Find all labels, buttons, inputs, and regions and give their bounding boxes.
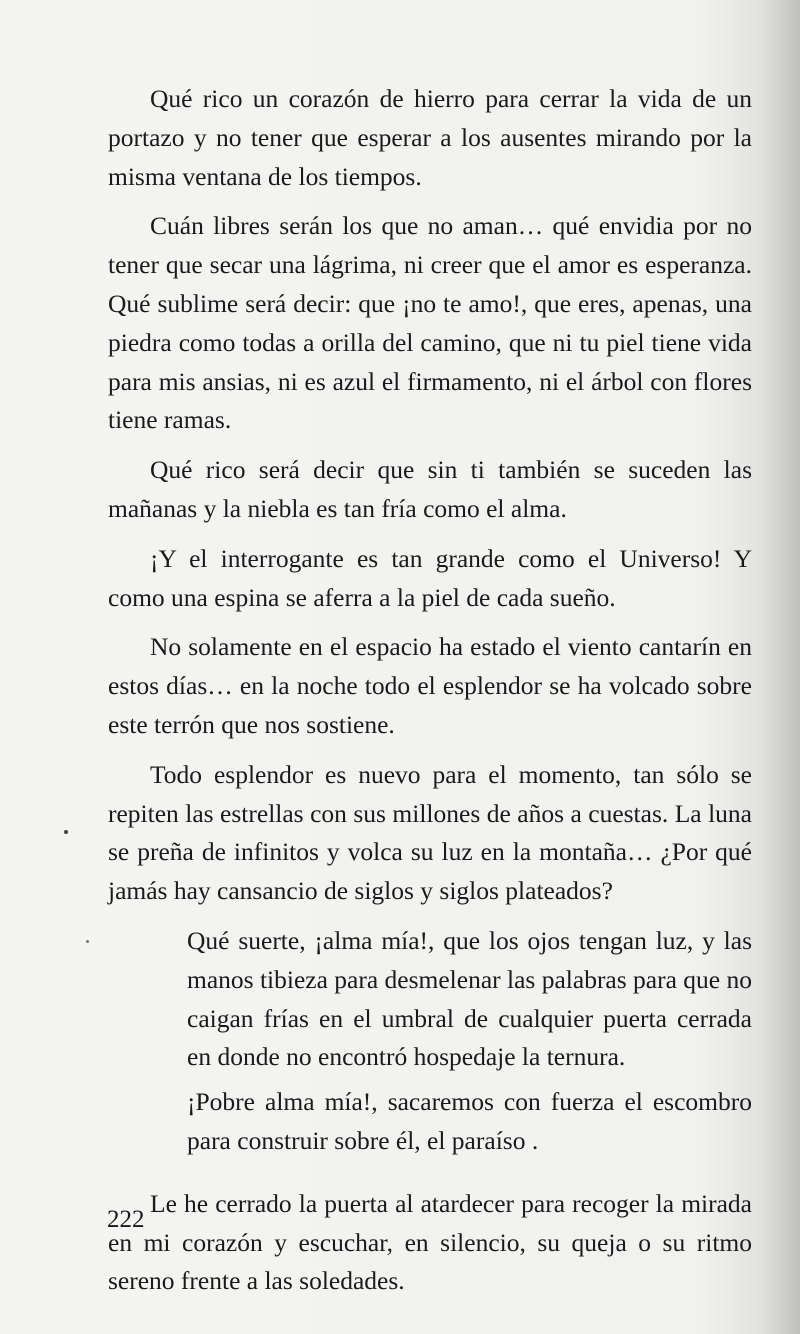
paragraph-3: Qué rico será decir que sin ti también se suceden las mañanas y la niebla es tan fría como el alma. bbox=[108, 455, 752, 523]
paragraph-1: Qué rico un corazón de hierro para cerrar la vida de un portazo y no tener que esperar a los ausentes mirando por la misma ventana de los tiempos. bbox=[108, 84, 752, 191]
paragraph-4: ¡Y el interrogante es tan grande como el Universo! Y como una espina se aferra a la piel de cada sueño. bbox=[108, 543, 752, 612]
scan-speck bbox=[86, 940, 89, 943]
paragraph-5: No solamente en el espacio ha estado el viento cantarín en estos días… en la noche todo el esplendor se ha volcado sobre este terrón que nos sostiene. bbox=[108, 632, 752, 739]
paragraph-7: Le he cerrado la puerta al atardecer para recoger la mirada en mi corazón y escuchar, en silencio, su queja o su ritmo sereno frente a las soledades. bbox=[108, 1188, 752, 1296]
scan-speck bbox=[64, 830, 68, 834]
body-text bbox=[108, 80, 752, 1301]
paragraph-2: Cuán libres serán los que no aman… qué envidia por no tener que secar una lágrima, ni creer que el amor es esperanza. Qué sublime será decir: que ¡no te amo!, que eres, apenas, una piedra como todas a orilla del camino, que ni tu piel tiene vida para mis ansias, ni es azul el firmamento, ni el árbol con flores tiene ramas. bbox=[108, 211, 752, 435]
paragraph-6: Todo esplendor es nuevo para el momento, tan sólo se repiten las estrellas con sus millones de años a cuestas. La luna se preña de infinitos y volca su luz en la montaña… ¿Por qué jamás hay cansancio de siglos y siglos plateados? bbox=[108, 759, 752, 906]
indented-paragraph-1: Qué suerte, ¡alma mía!, que los ojos tengan luz, y las manos tibieza para desmelenar las palabras para que no caigan frías en el umbral de cualquier puerta cerrada en donde no encontró hospedaje la ternura. bbox=[187, 925, 752, 1072]
page-number: 222 bbox=[107, 1206, 145, 1233]
indented-paragraph-2: ¡Pobre alma mía!, sacaremos con fuerza el escombro para construir sobre él, el paraíso . bbox=[187, 1087, 752, 1155]
